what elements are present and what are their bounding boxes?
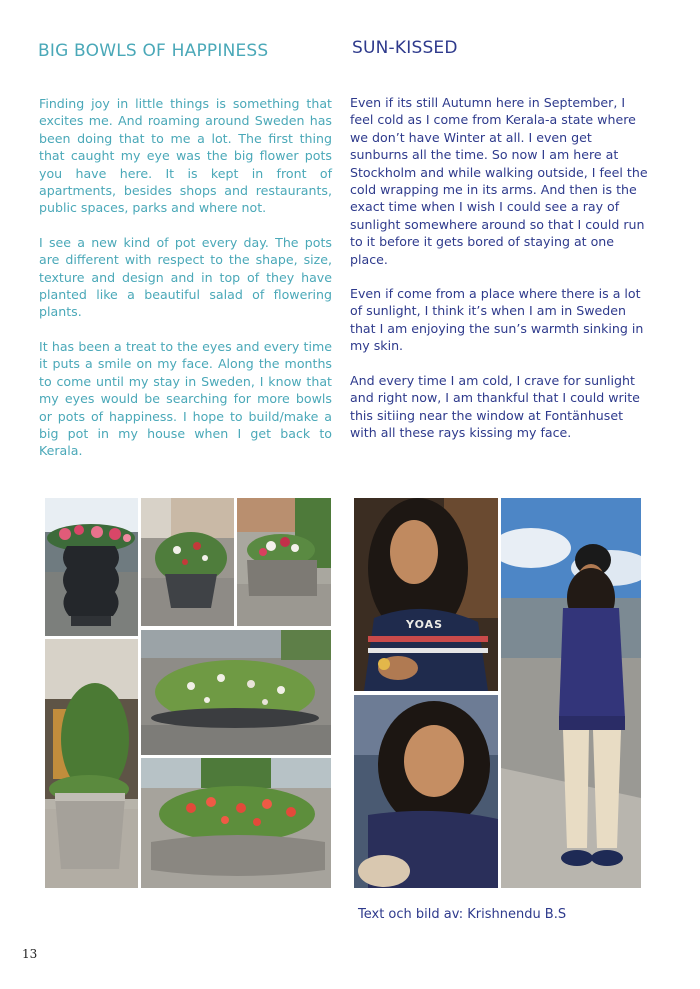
left-paragraph-2: I see a new kind of pot every day. The pots are different with respect to the shape, size, texture and design and in top of they have planted like a beautiful salad of flowering plants. <box>39 234 332 320</box>
photo-selfie-squint <box>354 695 498 888</box>
right-article-body <box>350 94 650 458</box>
right-paragraph-3: And every time I am cold, I crave for sunlight and right now, I am thankful that I could write this sitiing near the window at Fontänhuset with all these rays kissing my face. <box>350 372 640 440</box>
photo-tall-concrete-pot <box>45 639 138 888</box>
right-paragraph-1: Even if its still Autumn here in September, I feel cold as I come from Kerala-a state where we don’t have Winter at all. I even get sunburns all the time. So now I am here at Stockholm and while walking outside, I feel the cold wrapping me in its arms. And then is the exact time when I wish I could see a ray of sunlight somewhere around so that I could run to it before it gets bored of staying at one place. <box>350 95 648 267</box>
photo-wide-bowl-pot <box>141 630 331 755</box>
photo-wavy-pot <box>45 498 138 636</box>
shirt-print-text: YOAS <box>406 618 444 631</box>
photo-round-red-planter <box>141 758 331 888</box>
left-paragraph-1: Finding joy in little things is something that excites me. And roaming around Sweden has been doing that to me a lot. The first thing that caught my eye was the big flower pots you have here. It is kept in front of apartments, besides shops and restaurants, public spaces, parks and where not. <box>39 96 332 216</box>
photo-square-planter <box>237 498 331 626</box>
right-paragraph-2: Even if come from a place where there is a lot of sunlight, I think it’s when I am in Sweden that I am enjoying the sun’s warmth sinking in my skin. <box>350 286 644 354</box>
photo-full-body-outdoor <box>501 498 641 888</box>
left-article-title: BIG BOWLS OF HAPPINESS <box>38 41 269 61</box>
photo-credit: Text och bild av: Krishnendu B.S <box>358 907 567 922</box>
photo-grey-bowl-pot <box>141 498 234 626</box>
photo-selfie-sun-up <box>354 498 498 691</box>
left-article-body <box>39 95 332 477</box>
left-paragraph-3: It has been a treat to the eyes and every time it puts a smile on my face. Along the months to come until my stay in Sweden, I know that my eyes would be searching for more bowls or pots of happiness. I hope to build/make a big pot in my house when I get back to Kerala. <box>39 338 332 459</box>
right-article-title: SUN-KISSED <box>352 38 458 58</box>
page-number: 13 <box>22 947 38 961</box>
